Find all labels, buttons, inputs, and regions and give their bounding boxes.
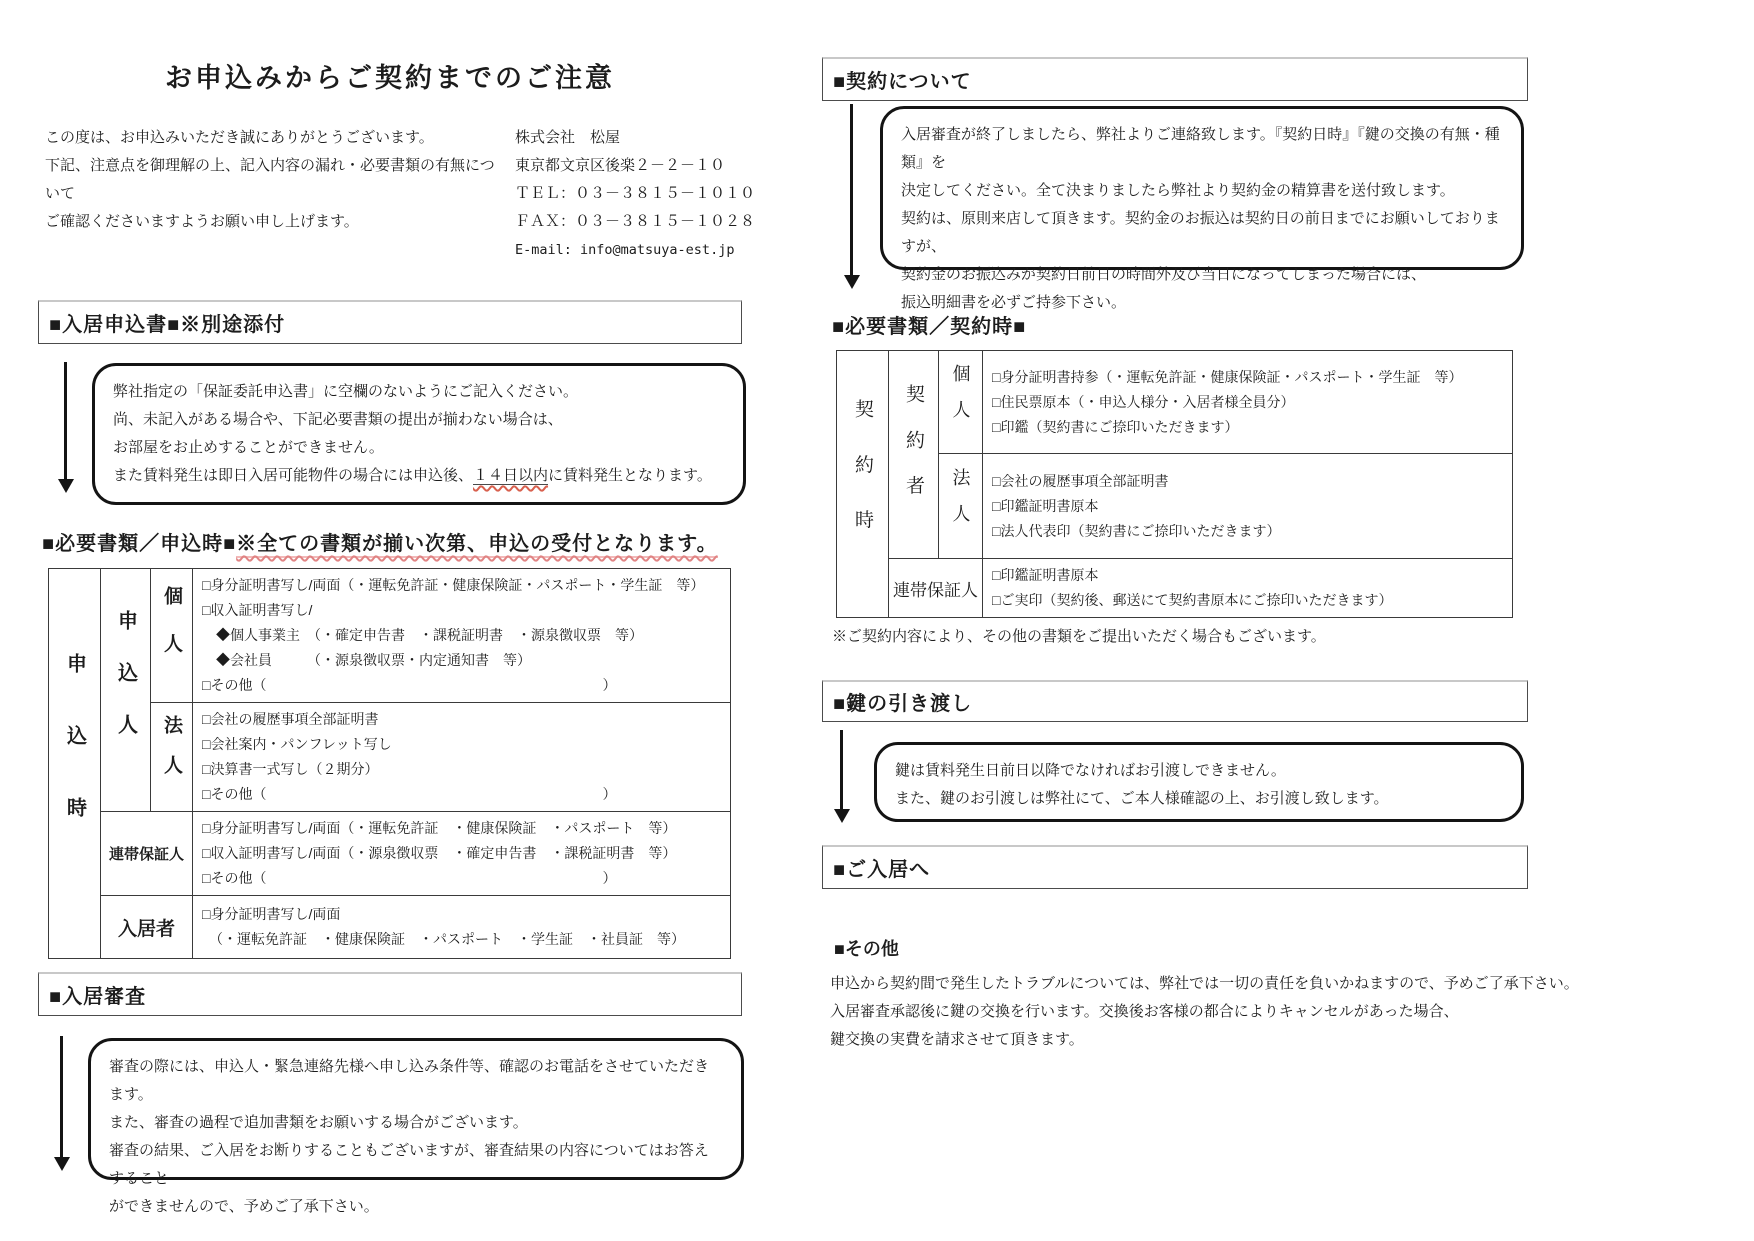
others-text [830,970,1752,1054]
company-fax: ＦＡＸ：０３－３８１５－１０２８ [515,213,756,230]
section-header-label: ■鍵の引き渡し [833,693,973,715]
text-line: 契約金のお振込みが契約日前日の時間外及び当日になってしまった場合には、 [901,266,1427,283]
text-line: 契約は、原則来店して頂きます。契約金のお振込は契約日の前日までにお願いしておりますが、 [901,210,1500,255]
text-line: 下記、注意点を御理解の上、記入内容の漏れ・必要書類の有無について [45,157,495,202]
text-line: □身分証明書持参（・運転免許証・健康保険証・パスポート・学生証 等） [992,368,1463,385]
flow-arrow-down [60,1036,63,1158]
text-line: お部屋をお止めすることができません。 [113,439,384,456]
flow-arrow-down [64,362,67,480]
cell-individual [151,569,193,703]
section-header-label: ■入居申込書■※別途添付 [49,314,286,336]
individual-label: 個人 [950,363,971,436]
note-highlight-14days: １４日以内 [473,467,549,484]
resident-doc-list [193,896,731,959]
docs-apply-heading-note: ※全ての書類が揃い次第、申込の受付となります。 [236,533,717,558]
intro-text [45,124,505,236]
company-email: E-mail: info@matsuya-est.jp [515,242,735,258]
text-line: ができませんので、予めご了承下さい。 [109,1198,379,1215]
cell-corporate [151,703,193,812]
table-row [49,812,731,896]
text-line: 鍵交換の実費を請求させて頂きます。 [830,1031,1084,1048]
text-line: ◆会社員 （・源泉徴収票・内定通知書 等） [202,652,531,668]
guarantor-doc-list [193,812,731,896]
text-line: 弊社指定の「保証委託申込書」に空欄のないようにご記入ください。 [113,383,579,400]
text-line: □収入証明書写し/ [202,602,313,618]
corporate-label: 法人 [950,467,971,540]
note-lines [113,378,725,462]
text-line: また、鍵のお引渡しは弊社にて、ご本人様確認の上、お引渡し致します。 [895,790,1389,807]
section-header-label: ■入居審査 [49,986,147,1008]
cell-contractor [889,351,939,559]
applicant-label: 申込人 [114,609,137,766]
cell-contract-time [837,351,889,618]
key-handover-note-box [874,742,1524,822]
text-line: 審査の結果、ご入居をお断りすることもございますが、審査結果の内容についてはお答えすること [109,1142,709,1187]
text-line: □印鑑証明書原本 [992,497,1099,514]
apply-time-label: 申込時 [63,653,86,869]
text-line: □その他（ ） [202,677,617,693]
text-line: 入居審査承認後に鍵の交換を行います。交換後お客様の都合によりキャンセルがあった場合、 [830,1003,1459,1020]
text-line: □身分証明書写し/両面（・運転免許証・健康保険証・パスポート・学生証 等） [202,577,705,593]
text-line: 入居審査が終了しましたら、弊社よりご連絡致します。『契約日時』『鍵の交換の有無・種類』を [901,126,1500,171]
text-line: □決算書一式写し（２期分） [202,761,379,777]
text-line: 審査の際には、申込人・緊急連絡先様へ申し込み条件等、確認のお電話をさせていただきます。 [109,1058,710,1103]
resident-label: 入居者 [101,896,193,959]
text-line: （・運転免許証 ・健康保険証 ・パスポート ・学生証 ・社員証 等） [202,931,685,947]
cell-corporate [939,454,983,559]
individual-label: 個人 [161,585,182,681]
section-header-docs-contract: ■必要書類／契約時■ [832,316,1027,338]
text-line: ご確認くださいますようお願い申し上げます。 [45,213,359,230]
text-line: 鍵は賃料発生日前日以降でなければお引渡しできません。 [895,762,1286,779]
docs-apply-heading-main: ■必要書類／申込時■ [42,533,237,555]
text-line: また、審査の過程で追加書類をお願いする場合がございます。 [109,1114,528,1131]
docs-contract-footnote: ※ご契約内容により、その他の書類をご提出いただく場合もございます。 [832,628,1326,645]
text-line: □身分証明書写し/両面（・運転免許証 ・健康保険証 ・パスポート 等） [202,820,677,836]
company-address: 東京都文京区後楽２－２－１０ [515,157,726,174]
contract-note-box [880,106,1524,311]
section-header-others: ■その他 [834,939,899,959]
table-row [837,351,1513,454]
section-header-label: ■契約について [833,71,972,93]
section-header-key-handover [822,680,1528,722]
section-header-docs-apply [42,527,718,556]
table-row [49,569,731,703]
flow-arrow-down [850,104,853,276]
section-header-move-in [822,845,1528,889]
text-line: ◆個人事業主 （・確定申告書 ・課税証明書 ・源泉徴収票 等） [202,627,643,643]
text-line: □印鑑証明書原本 [992,567,1099,583]
corporate-doc-list [983,454,1513,559]
text-line: □会社案内・パンフレット写し [202,736,392,752]
company-info [515,124,755,264]
application-form-note-box [92,363,746,505]
section-header-screening [38,972,742,1016]
table-row [837,454,1513,559]
corporate-doc-list [193,703,731,812]
flow-arrow-down [840,730,843,810]
guarantor-label: 連帯保証人 [889,559,983,618]
contract-time-label: 契約時 [852,398,873,565]
text-line: □その他（ ） [202,786,617,802]
individual-doc-list [983,351,1513,454]
guarantor-label: 連帯保証人 [101,812,193,896]
company-tel: ＴＥＬ：０３－３８１５－１０１０ [515,185,756,202]
docs-contract-table [836,350,1513,618]
text-line: □身分証明書写し/両面 [202,906,341,922]
text-line: □その他（ ） [202,870,617,886]
table-row [49,896,731,959]
text-line: □会社の履歴事項全部証明書 [202,711,379,727]
text-line: □会社の履歴事項全部証明書 [992,472,1169,489]
text-line: 決定してください。全て決まりましたら弊社より契約金の精算書を送付致します。 [901,182,1455,199]
section-header-application-form [38,300,742,344]
table-row [837,559,1513,618]
text-line: □収入証明書写し/両面（・源泉徴収票 ・確定申告書 ・課税証明書 等） [202,845,677,861]
contractor-label: 契約者 [903,383,924,521]
note-last-line [113,462,725,490]
corporate-label: 法人 [161,714,182,795]
section-header-contract [822,57,1528,101]
text-line: □ご実印（契約後、郵送にて契約書原本にご捺印いただきます） [992,592,1393,608]
page-title: お申込みからご契約までのご注意 [165,63,615,93]
guarantor-doc-list [983,559,1513,618]
docs-apply-table [48,568,731,959]
text-line: 尚、未記入がある場合や、下記必要書類の提出が揃わない場合は、 [113,411,563,428]
company-name: 株式会社 松屋 [515,129,621,146]
cell-apply-time [49,569,101,959]
text-line: 申込から契約間で発生したトラブルについては、弊社では一切の責任を負いかねますので、予めご了承下さい。 [830,975,1579,992]
individual-doc-list [193,569,731,703]
text-line: □法人代表印（契約書にご捺印いただきます） [992,522,1281,539]
section-header-label: ■ご入居へ [833,859,931,881]
note-last-pre: また賃料発生は即日入居可能物件の場合には申込後、 [113,467,474,484]
screening-note-box [88,1038,744,1215]
cell-applicant [101,569,151,812]
text-line: □住民票原本（・申込人様分・入居者様全員分） [992,393,1295,410]
text-line: □印鑑（契約書にご捺印いただきます） [992,418,1239,435]
cell-individual [939,351,983,454]
text-line: 振込明細書を必ずご持参下さい。 [901,294,1127,311]
text-line: この度は、お申込みいただき誠にありがとうございます。 [45,129,434,146]
note-last-post: に賃料発生となります。 [548,467,712,484]
table-row [49,703,731,812]
